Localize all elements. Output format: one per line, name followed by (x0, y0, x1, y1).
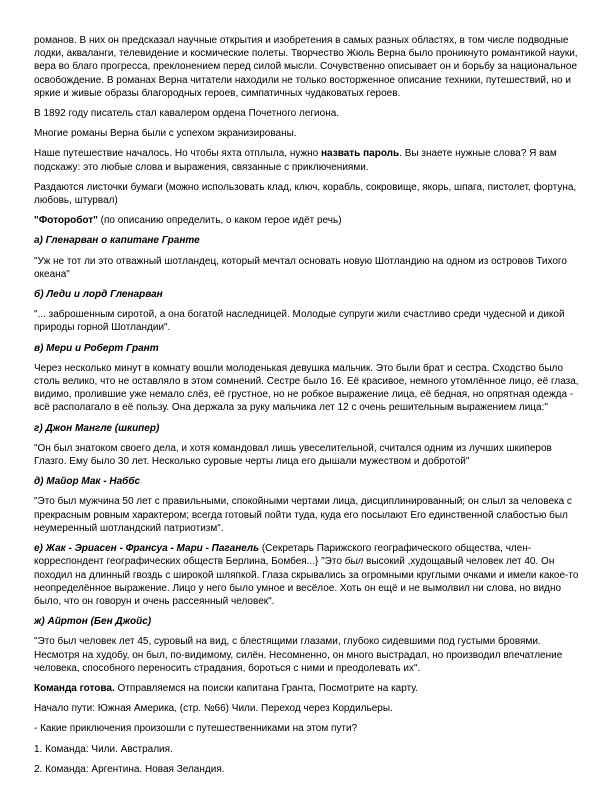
item-heading-a: а) Гленарван о капитане Гранте (34, 235, 200, 247)
item-e (34, 542, 584, 608)
item-heading-zh: ж) Айртон (Бен Джойс) (34, 616, 152, 628)
item-text-e-1: (Секретарь Парижского географического общества, член-корреспондент географических обществ Берлина, Бомбея...} "Это (34, 543, 532, 568)
item-heading-g: г) Джон Мангле (шкипер) (34, 422, 160, 434)
paragraph-paper-slips: Раздаются листочки бумаги (можно использовать клад, ключ, корабль, сокровище, якорь, шпага, пистолет, фортуна, любовь, штурвал) (34, 181, 577, 207)
item-heading-d: д) Майор Мак - Наббс (34, 476, 141, 488)
item-text-v: Через несколько минут в комнату вошли молоденькая девушка мальчик. Это были брат и сестра. Сходство было столь велико, что не оставляло в этом сомнений. Сестре было 16. Её красивое, немного утомлённое лицо, её глаза, видимо, пролившие уже немало слёз, её грустное, но не робкое выражение лица, её бедная, но опрятная одежда - всё располагало в её пользу. Она держала за руку мальчика лет 12 с очень решительным выражением лица:" (34, 362, 579, 414)
paragraph-team-2: 2. Команда: Аргентина. Новая Зеландия. (34, 763, 225, 775)
item-heading-v: в) Мери и Роберт Грант (34, 342, 159, 354)
team-ready-rest: Отправляемся на поиски капитана Гранта, Посмотрите на карту. (114, 682, 419, 694)
password-rest: . Вы знаете нужные слова? Я вам подскажу: это любые слова и выражения, связанные с приключениями. (34, 148, 557, 173)
paragraph-verne-novels: романов. В них он предсказал научные открытия и изобретения в самых разных областях, в том числе подводные лодки, акваланги, телевидение и космические полеты. Творчество Жюль Верна было проникнуто романтикой науки, вера во благо прогресса, преклонением перед силой мысли. Сочувственно описывает он и борьбу за национальное освобождение. В романах Верна читатели находили не только восторженное описание техники, путешествий, но и яркие и живые образы благородных героев, симпатичных чудаковатых героев. (34, 35, 578, 99)
password-emphasis: назвать пароль (321, 148, 400, 160)
team-ready-bold: Команда готова. (34, 682, 115, 694)
item-text-e-2: высокий ,худощавый человек лет 40. Он походил на длинный гвоздь с широкой шляпкой. Глаза скрывались за огромными круглыми очками и имели какое-то неопределённое выражение. Лицо у него было умное и весёлое. Хоть он ещё и не вымолвил ни слова, но видно было, что он говорун и очень рассеянный человек". (34, 556, 579, 607)
paragraph-password-task (34, 147, 584, 173)
paragraph-team-ready (34, 682, 584, 695)
item-text-b: "... заброшенным сиротой, а она богатой наследницей. Молодые супруги жили счастливо среди чудесной и дикой природы горной Шотландии". (34, 309, 565, 334)
item-heading-b: б) Леди и лорд Гленарван (34, 289, 163, 301)
paragraph-legion-of-honor: В 1892 году писатель стал кавалером ордена Почетного легиона. (34, 108, 340, 120)
photorobot-desc: (по описанию определить, о каком герое идёт речь) (97, 215, 342, 227)
photorobot-title: "Фоторобот" (34, 215, 98, 227)
paragraph-photorobot (34, 214, 584, 227)
item-heading-e: е) Жак - Эриасен - Франсуа - Мари - Паганель (34, 543, 260, 555)
paragraph-question: - Какие приключения произошли с путешественниками на этом пути? (34, 723, 358, 735)
paragraph-team-1: 1. Команда: Чили. Австралия. (34, 743, 173, 755)
item-text-d: "Это был мужчина 50 лет с правильными, спокойными чертами лица, дисциплинированный; он слыл за человека с прекрасным ровным характером; всегда готовый пойти туда, куда его посылают Его единственной слабостью был неумеренный шотландский патриотизм". (34, 496, 572, 534)
paragraph-route-start: Начало пути: Южная Америка, (стр. №66) Чили. Переход через Кордильеры. (34, 703, 393, 715)
paragraph-film-adaptations: Многие романы Верна были с успехом экранизированы. (34, 128, 297, 140)
password-intro: Наше путешествие началось. Но чтобы яхта отплыла, нужно (34, 148, 322, 160)
item-text-e-italic: был (344, 556, 364, 568)
item-text-g: "Он был знатоком своего дела, и хотя командовал лишь увеселительной, считался одним из лучших шкиперов Глазго. Ему было 30 лет. Несколько суровые черты лица его дышали мужеством и добротой" (34, 442, 552, 468)
item-text-a: "Уж не тот ли это отважный шотландец, который мечтал основать новую Шотландию на одном из островов Тихого океана" (34, 255, 567, 280)
document-page (34, 34, 584, 783)
item-text-zh: "Это был человек лет 45, суровый на вид, с блестящими глазами, глубоко сидевшими под густыми бровями. Несмотря на худобу, он был, по-видимому, силён. Несомненно, он много выстрадал, но производил впечатление человека, способного переносить страдания, бороться с ними и преодолевать их". (34, 636, 563, 674)
